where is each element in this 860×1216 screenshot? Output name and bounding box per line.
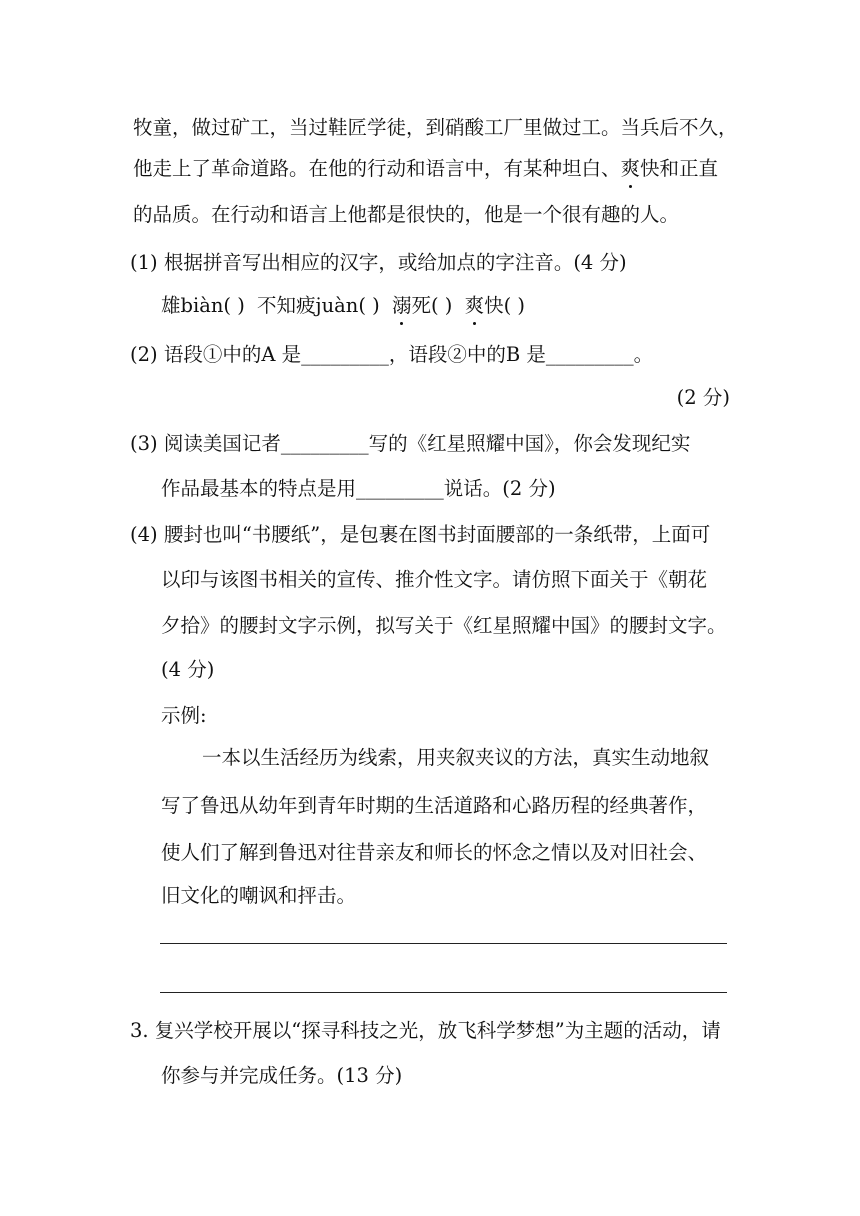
q4-score: (4 分) xyxy=(161,658,215,681)
dotted-char: 溺 xyxy=(392,292,412,320)
dotted-char: 爽 xyxy=(465,292,485,320)
passage-line-3: 的品质。在行动和语言上他都是很快的，他是一个很有趣的人。 xyxy=(133,203,680,226)
example-line-2: 写了鲁迅从幼年到青年时期的生活道路和心路历程的经典著作， xyxy=(161,794,708,817)
q1-items xyxy=(161,292,525,320)
q-main3-line-2: 你参与并完成任务。(13 分) xyxy=(161,1064,403,1087)
passage-line-1: 牧童，做过矿工，当过鞋匠学徒，到硝酸工厂里做过工。当兵后不久， xyxy=(133,116,738,139)
example-line-4: 旧文化的嘲讽和抨击。 xyxy=(161,884,357,907)
example-line-1: 一本以生活经历为线索，用夹叙夹议的方法，真实生动地叙 xyxy=(202,746,710,769)
q-main3-line-1: 3. 复兴学校开展以“探寻科技之光，放飞科学梦想”为主题的活动，请 xyxy=(130,1019,721,1042)
q3-line-1: (3) 阅读美国记者_________写的《红星照耀中国》，你会发现纪实 xyxy=(130,432,691,455)
q4-line-1: (4) 腰封也叫“书腰纸”，是包裹在图书封面腰部的一条纸带，上面可 xyxy=(130,523,711,546)
passage-line-2-b: 快和正直 xyxy=(640,157,719,180)
passage-line-2-a: 他走上了革命道路。在他的行动和语言中，有某种坦白、 xyxy=(133,157,621,180)
q1-stem: (1) 根据拼音写出相应的汉字，或给加点的字注音。(4 分) xyxy=(130,251,627,274)
q2-stem: (2) 语段①中的A 是_________，语段②中的B 是_________。 xyxy=(130,343,654,366)
q1-item-2: 不知疲juàn( ) xyxy=(257,294,380,317)
example-line-3: 使人们了解到鲁迅对往昔亲友和师长的怀念之情以及对旧社会、 xyxy=(161,841,708,864)
example-label: 示例: xyxy=(161,704,207,727)
dotted-char: 爽 xyxy=(621,155,641,183)
q3-line-2: 作品最基本的特点是用_________说话。(2 分) xyxy=(161,477,556,500)
q2-score: (2 分) xyxy=(676,386,730,409)
answer-line-1[interactable] xyxy=(160,943,727,944)
q4-line-3: 夕拾》的腰封文字示例，拟写关于《红星照耀中国》的腰封文字。 xyxy=(161,614,727,637)
q4-line-2: 以印与该图书相关的宣传、推介性文字。请仿照下面关于《朝花 xyxy=(161,568,708,591)
answer-line-2[interactable] xyxy=(160,992,727,993)
passage-line-2 xyxy=(133,155,718,183)
q1-item-4 xyxy=(465,294,525,317)
q1-item-3-rest: 死( ) xyxy=(411,294,453,317)
q1-item-4-rest: 快( ) xyxy=(484,294,526,317)
q1-item-3 xyxy=(392,294,452,317)
q1-item-1: 雄biàn( ) xyxy=(161,294,245,317)
